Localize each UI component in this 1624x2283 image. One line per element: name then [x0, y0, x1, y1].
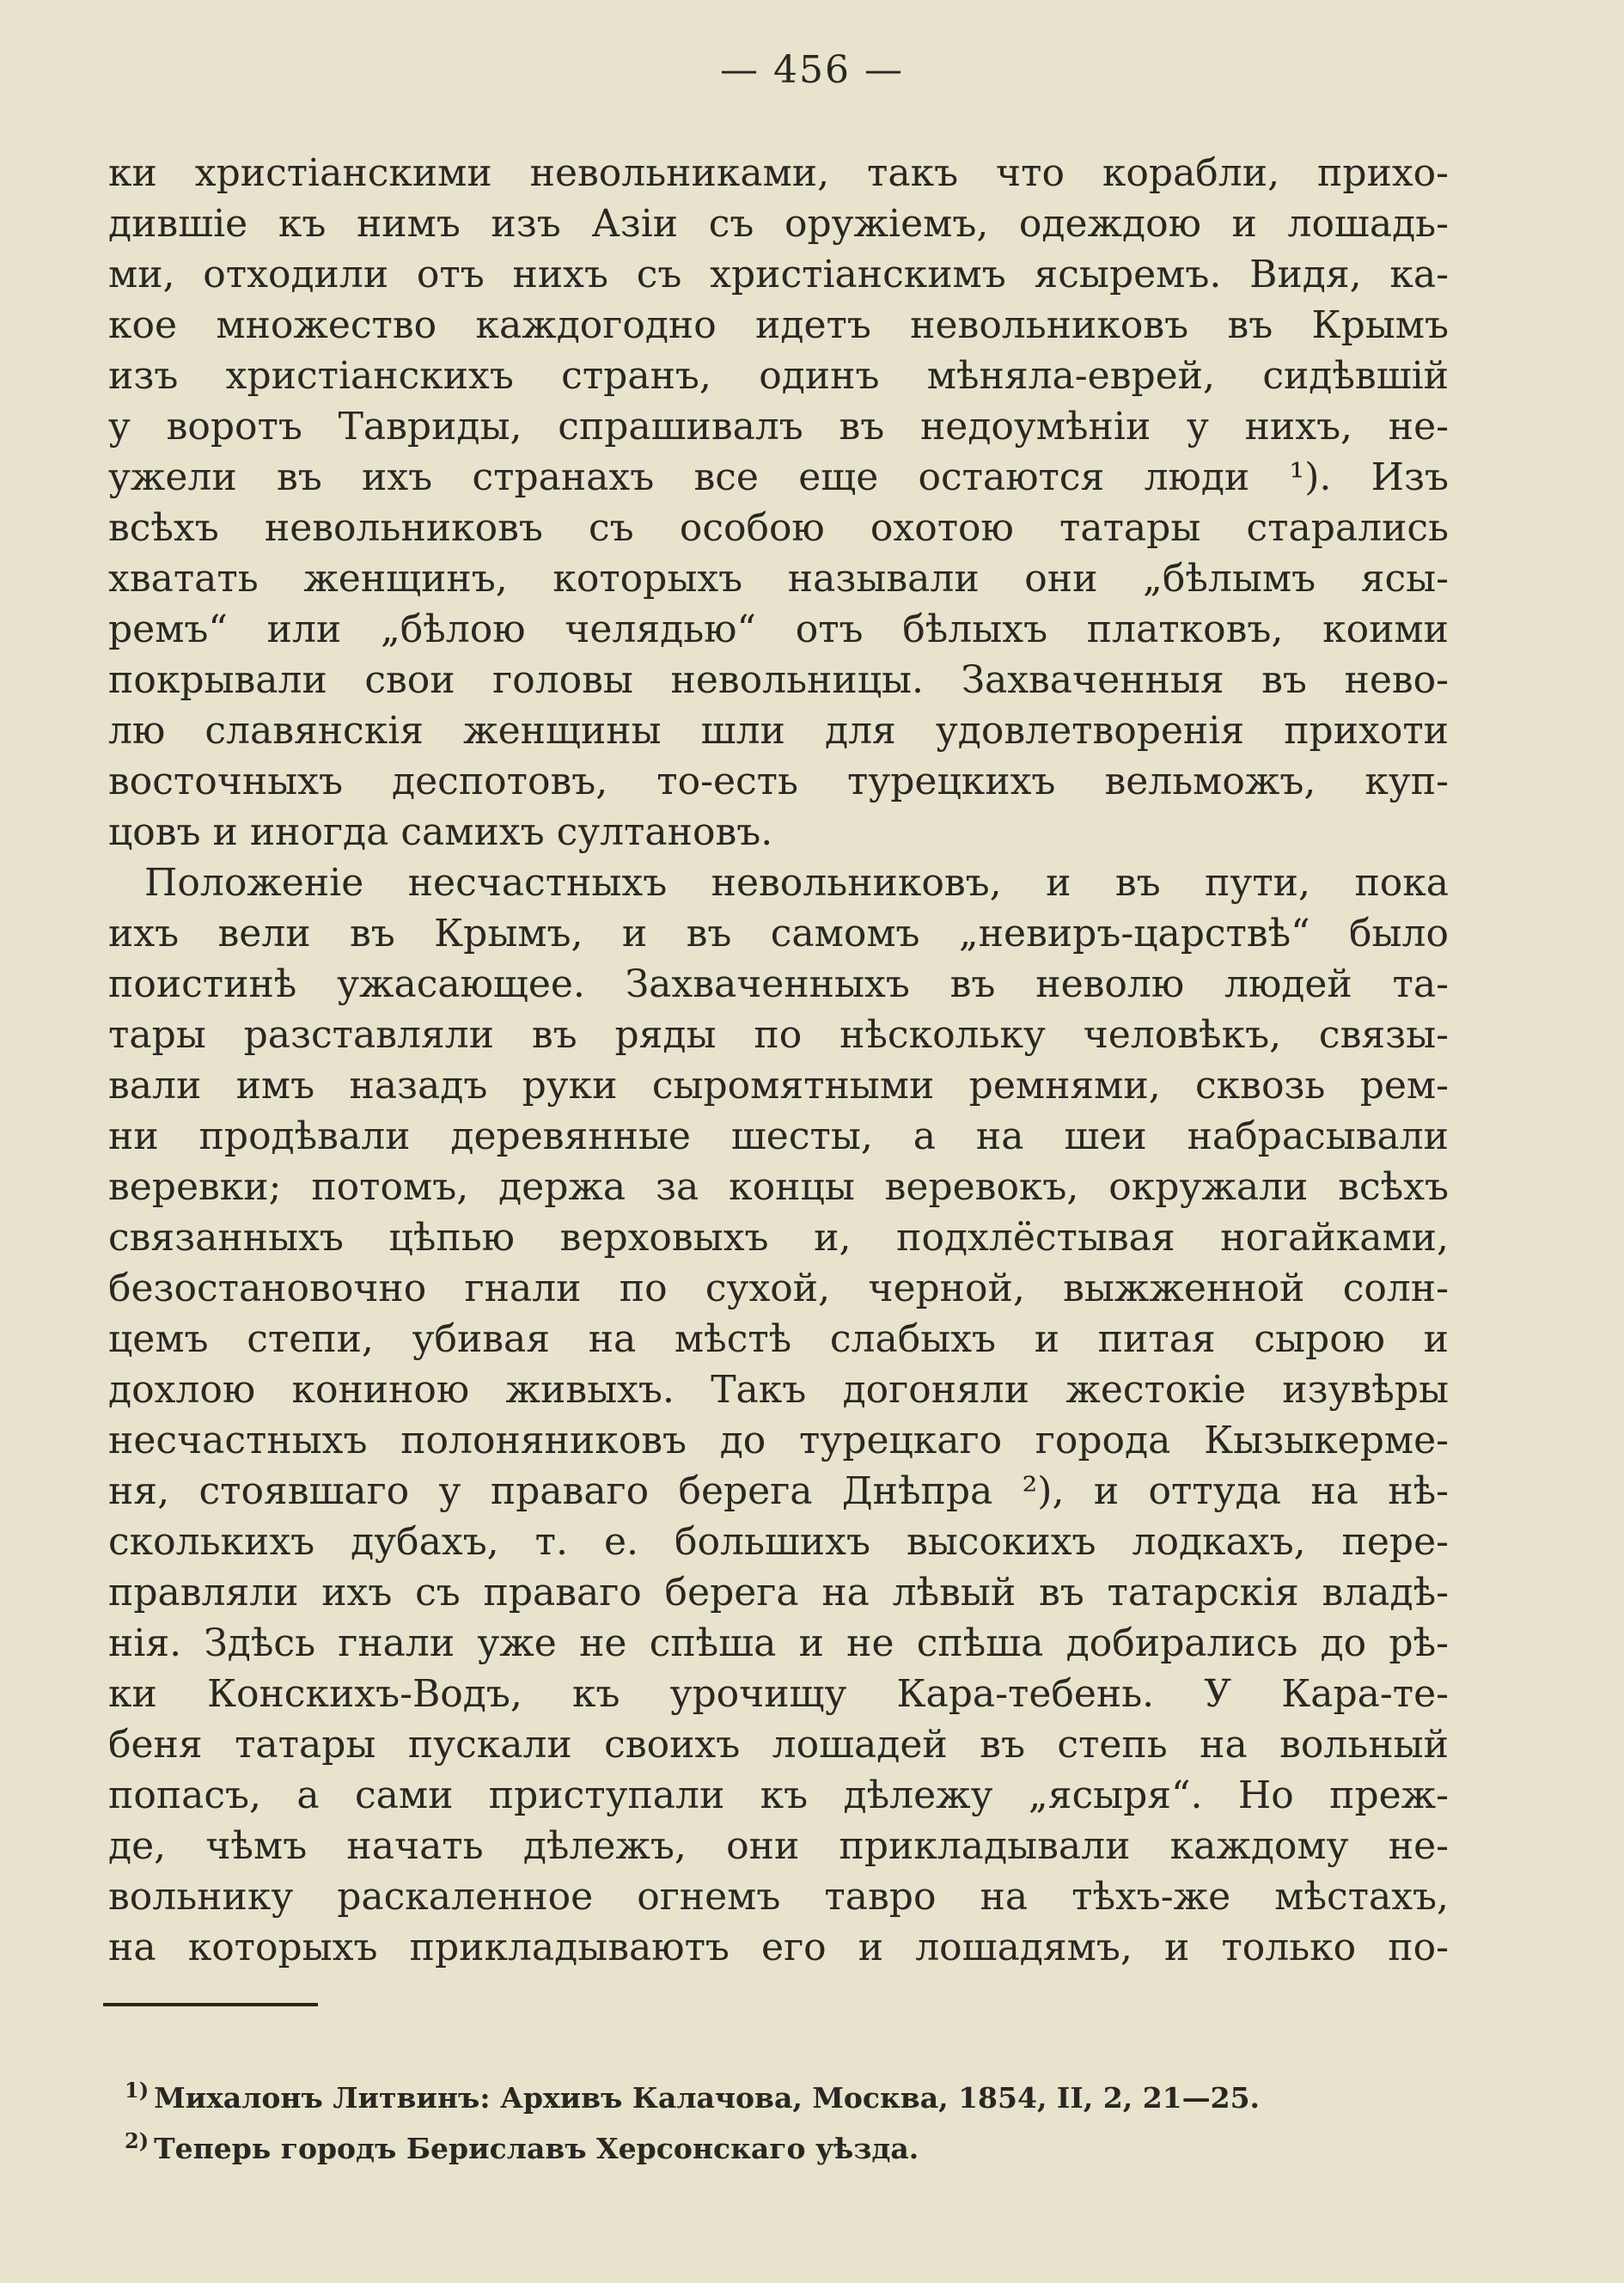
text-line: ки христіанскими невольниками, такъ что корабли, прихо- — [108, 151, 1449, 195]
text-line: покрывали свои головы невольницы. Захваченныя въ нево- — [108, 658, 1449, 702]
text-line: поистинѣ ужасающее. Захваченныхъ въ неволю людей та- — [108, 962, 1449, 1006]
footnote-mark: 1) — [125, 2078, 150, 2103]
text-line: несчастныхъ полоняниковъ до турецкаго города Кызыкерме- — [108, 1419, 1449, 1462]
footnote-text: Теперь городъ Бериславъ Херсонскаго уѣзда. — [154, 2132, 919, 2165]
text-line: хватать женщинъ, которыхъ называли они „бѣлымъ ясы- — [108, 557, 1449, 601]
text-line: сколькихъ дубахъ, т. е. большихъ высокихъ лодкахъ, пере- — [108, 1520, 1449, 1564]
text-line: веревки; потомъ, держа за концы веревокъ, окружали всѣхъ — [108, 1165, 1449, 1209]
text-line: цемъ степи, убивая на мѣстѣ слабыхъ и питая сырою и — [108, 1317, 1449, 1361]
text-line: у воротъ Тавриды, спрашивалъ въ недоумѣніи у нихъ, не- — [108, 405, 1449, 449]
text-line: дохлою кониною живыхъ. Такъ догоняли жестокіе изувѣры — [108, 1368, 1449, 1412]
text-line: правляли ихъ съ праваго берега на лѣвый въ татарскія владѣ- — [108, 1571, 1449, 1615]
text-line: восточныхъ деспотовъ, то-есть турецкихъ вельможъ, куп- — [108, 760, 1449, 803]
footnote-1 — [125, 2069, 1413, 2120]
footnote-text: Михалонъ Литвинъ: Архивъ Калачова, Москва, 1854, II, 2, 21—25. — [154, 2081, 1261, 2115]
text-line: ми, отходили отъ нихъ съ христіанскимъ ясыремъ. Видя, ка- — [108, 253, 1449, 296]
text-line: Положеніе несчастныхъ невольниковъ, и въ пути, пока — [144, 861, 1449, 905]
footnote-2 — [125, 2120, 1413, 2170]
text-line: лю славянскія женщины шли для удовлетворенія прихоти — [108, 709, 1449, 753]
text-line: ихъ вели въ Крымъ, и въ самомъ „невиръ-царствѣ“ было — [108, 912, 1449, 955]
body-text — [108, 148, 1449, 1973]
text-line: безостановочно гнали по сухой, черной, выжженной солн- — [108, 1267, 1449, 1310]
text-line: тары разставляли въ ряды по нѣскольку человѣкъ, связы- — [108, 1013, 1449, 1057]
footnote-mark: 2) — [125, 2128, 150, 2153]
footnote-divider — [103, 2003, 318, 2006]
text-line: дившіе къ нимъ изъ Азіи съ оружіемъ, одеждою и лошадь- — [108, 202, 1449, 246]
paragraph-2 — [108, 858, 1449, 1973]
text-line: ни продѣвали деревянные шесты, а на шеи набрасывали — [108, 1114, 1449, 1158]
text-line: ня, стоявшаго у праваго берега Днѣпра ²), и оттуда на нѣ- — [108, 1469, 1449, 1513]
text-line: ремъ“ или „бѣлою челядью“ отъ бѣлыхъ платковъ, коими — [108, 607, 1449, 651]
text-line: ужели въ ихъ странахъ все еще остаются люди ¹). Изъ — [108, 455, 1449, 499]
text-line: вали имъ назадъ руки сыромятными ремнями, сквозь рем- — [108, 1064, 1449, 1108]
text-line: кое множество каждогодно идетъ невольниковъ въ Крымъ — [108, 303, 1449, 347]
footnotes — [125, 2069, 1413, 2170]
text-line: изъ христіанскихъ странъ, одинъ мѣняла-еврей, сидѣвшій — [108, 354, 1449, 398]
text-line: ки Конскихъ-Водъ, къ урочищу Кара-тебень. У Кара-те- — [108, 1672, 1449, 1716]
text-line: на которыхъ прикладываютъ его и лошадямъ, и только по- — [108, 1926, 1449, 1969]
text-line: всѣхъ невольниковъ съ особою охотою татары старались — [108, 506, 1449, 550]
text-line: цовъ и иногда самихъ султановъ. — [108, 810, 773, 854]
text-line: де, чѣмъ начать дѣлежъ, они прикладывали каждому не- — [108, 1824, 1449, 1868]
page-number: — 456 — — [720, 48, 904, 92]
text-line: нія. Здѣсь гнали уже не спѣша и не спѣша добирались до рѣ- — [108, 1621, 1449, 1665]
text-line: связанныхъ цѣпью верховыхъ и, подхлёстывая ногайками, — [108, 1216, 1449, 1260]
text-line: вольнику раскаленное огнемъ тавро на тѣхъ-же мѣстахъ, — [108, 1875, 1449, 1919]
paragraph-1 — [108, 148, 1449, 858]
text-line: попасъ, а сами приступали къ дѣлежу „ясыря“. Но преж- — [108, 1773, 1449, 1817]
text-line: беня татары пускали своихъ лошадей въ степь на вольный — [108, 1723, 1449, 1767]
